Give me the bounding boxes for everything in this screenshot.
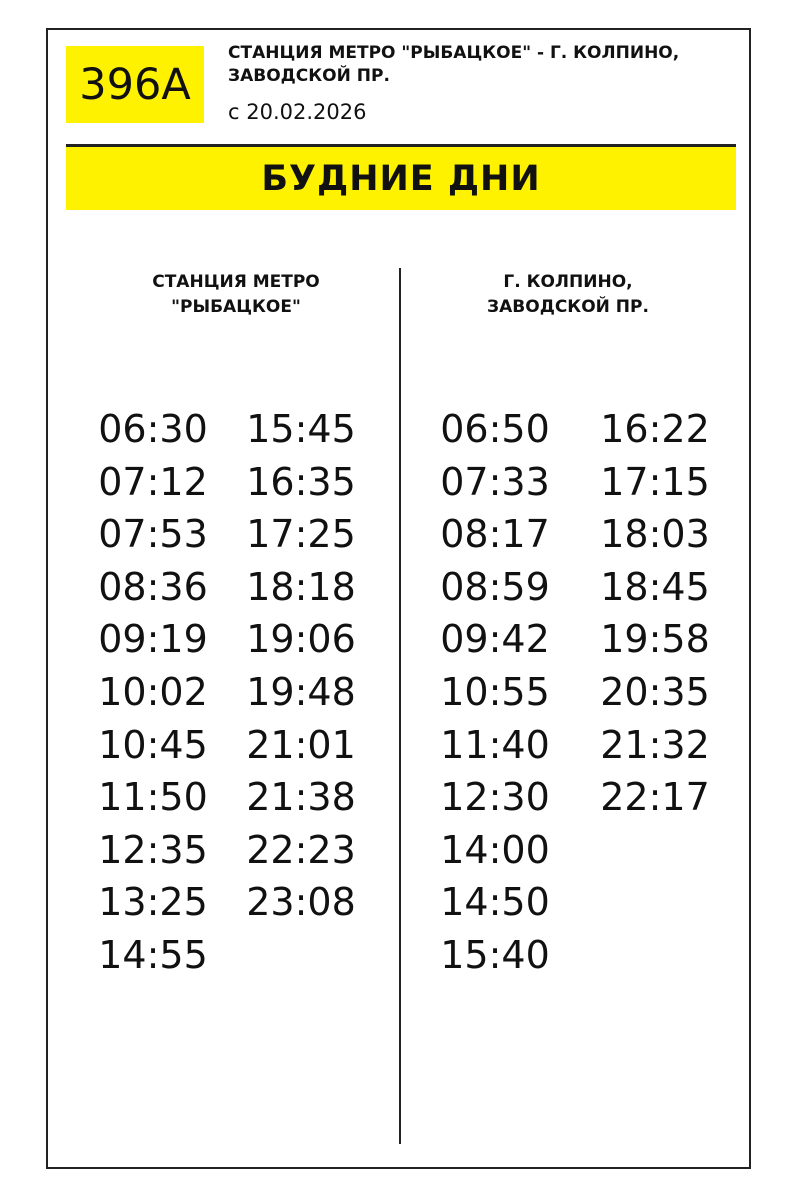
departure-time: 08:17: [440, 512, 550, 557]
departure-time: 23:08: [246, 880, 356, 925]
departure-time: 20:35: [600, 669, 710, 714]
departure-time: 08:36: [98, 564, 208, 609]
departure-time: 18:18: [246, 564, 356, 609]
departure-time: 17:25: [246, 512, 356, 557]
departure-time: 13:25: [98, 880, 208, 925]
departure-time: 07:53: [98, 512, 208, 557]
departure-time: 10:45: [98, 722, 208, 767]
departure-time: 15:45: [246, 407, 356, 451]
departure-time: 06:50: [440, 407, 550, 451]
departures-kolpino-col1: [420, 403, 570, 982]
direction-header-line1: СТАНЦИЯ МЕТРО: [152, 272, 320, 292]
departure-time: 22:17: [600, 775, 710, 820]
departure-time: 06:30: [98, 407, 208, 451]
departure-time: 14:00: [440, 827, 550, 872]
route-description: [228, 42, 728, 88]
column-divider: [399, 268, 401, 1144]
departure-time: 22:23: [246, 827, 356, 872]
departure-time: 14:55: [98, 932, 208, 977]
departure-time: 15:40: [440, 932, 550, 977]
departure-time: 11:40: [440, 722, 550, 767]
departure-time: 21:38: [246, 775, 356, 820]
departure-time: 19:06: [246, 617, 356, 662]
direction-header-line1: Г. КОЛПИНО,: [503, 272, 633, 292]
departure-time: 07:12: [98, 459, 208, 504]
departure-time: 17:15: [600, 459, 710, 504]
direction-header-line2: ЗАВОДСКОЙ ПР.: [487, 297, 649, 317]
route-description-line2: ЗАВОДСКОЙ ПР.: [228, 66, 390, 86]
direction-header-rybatskoe: [86, 270, 386, 320]
departure-time: 21:32: [600, 722, 710, 767]
departure-time: 19:48: [246, 669, 356, 714]
departure-time: 12:35: [98, 827, 208, 872]
departures-kolpino-col2: [580, 403, 730, 824]
departure-time: 19:58: [600, 617, 710, 662]
departure-time: 11:50: [98, 775, 208, 820]
departure-time: 10:02: [98, 669, 208, 714]
departure-time: 16:35: [246, 459, 356, 504]
departure-time: 18:03: [600, 512, 710, 557]
departure-time: 10:55: [440, 669, 550, 714]
direction-header-line2: "РЫБАЦКОЕ": [171, 297, 301, 317]
direction-header-kolpino: [418, 270, 718, 320]
departure-time: 21:01: [246, 722, 356, 767]
day-type-banner: БУДНИЕ ДНИ: [66, 144, 736, 210]
route-description-line1: СТАНЦИЯ МЕТРО "РЫБАЦКОЕ" - Г. КОЛПИНО,: [228, 43, 680, 63]
departure-time: 08:59: [440, 564, 550, 609]
departure-time: 09:42: [440, 617, 550, 662]
departure-time: 09:19: [98, 617, 208, 662]
departure-time: 16:22: [600, 407, 710, 451]
departure-time: 07:33: [440, 459, 550, 504]
departures-rybatskoe-col2: [226, 403, 376, 929]
departure-time: 18:45: [600, 564, 710, 609]
departures-rybatskoe-col1: [78, 403, 228, 982]
route-number-badge: 396А: [66, 46, 204, 123]
effective-date: с 20.02.2026: [228, 100, 367, 124]
departure-time: 12:30: [440, 775, 550, 820]
departure-time: 14:50: [440, 880, 550, 925]
